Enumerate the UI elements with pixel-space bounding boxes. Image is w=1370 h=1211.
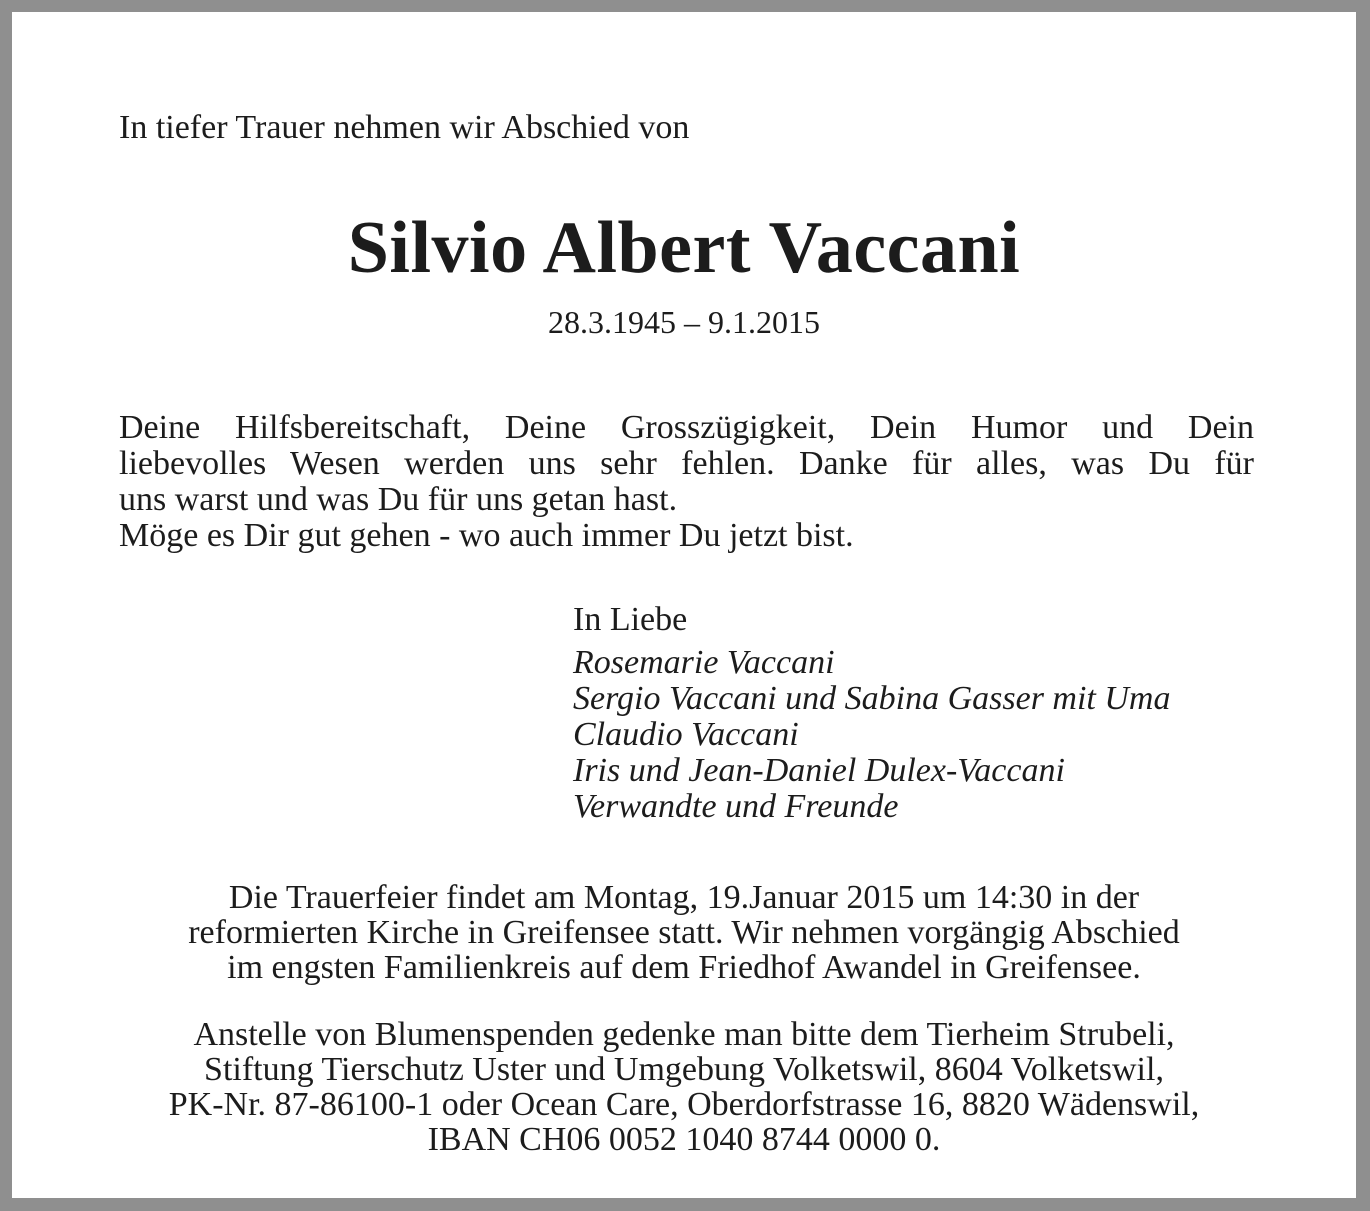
- donation-line: Stiftung Tierschutz Uster und Umgebung Volketswil, 8604 Volketswil,: [204, 1051, 1164, 1088]
- message-line: Deine Hilfsbereitschaft, Deine Grosszügigkeit, Dein Humor und Dein: [119, 409, 1254, 446]
- ceremony-line: Die Trauerfeier findet am Montag, 19.Januar 2015 um 14:30 in der: [228, 879, 1140, 916]
- donation-line: IBAN CH06 0052 1040 8744 0000 0.: [427, 1121, 941, 1158]
- life-dates: 28.3.1945 – 9.1.2015: [548, 304, 820, 340]
- mourner-name: Rosemarie Vaccani: [573, 644, 835, 681]
- mourners-list: [573, 645, 1170, 825]
- mourner-name: Claudio Vaccani: [573, 716, 799, 753]
- ceremony-line: reformierten Kirche in Greifensee statt. Wir nehmen vorgängig Abschied: [188, 914, 1180, 951]
- farewell-message: [119, 410, 1254, 554]
- mourner-name: Iris und Jean-Daniel Dulex-Vaccani: [573, 752, 1065, 789]
- message-line: Möge es Dir gut gehen - wo auch immer Du jetzt bist.: [119, 517, 854, 554]
- intro-text: In tiefer Trauer nehmen wir Abschied von: [119, 109, 690, 146]
- ceremony-line: im engsten Familienkreis auf dem Friedhof Awandel in Greifensee.: [227, 949, 1141, 986]
- signoff-text: In Liebe: [573, 601, 688, 638]
- message-line: uns warst und was Du für uns getan hast.: [119, 481, 678, 518]
- donation-line: PK-Nr. 87-86100-1 oder Ocean Care, Oberdorfstrasse 16, 8820 Wädenswil,: [168, 1086, 1200, 1123]
- obituary-notice: [12, 12, 1356, 1198]
- ceremony-info: [72, 880, 1296, 985]
- message-line: liebevolles Wesen werden uns sehr fehlen. Danke für alles, was Du für: [119, 445, 1254, 482]
- deceased-name: Silvio Albert Vaccani: [347, 207, 1021, 289]
- donation-info: [72, 1017, 1296, 1157]
- donation-line: Anstelle von Blumenspenden gedenke man bitte dem Tierheim Strubeli,: [193, 1016, 1175, 1053]
- mourner-name: Sergio Vaccani und Sabina Gasser mit Uma: [573, 680, 1171, 717]
- mourner-name: Verwandte und Freunde: [573, 788, 899, 825]
